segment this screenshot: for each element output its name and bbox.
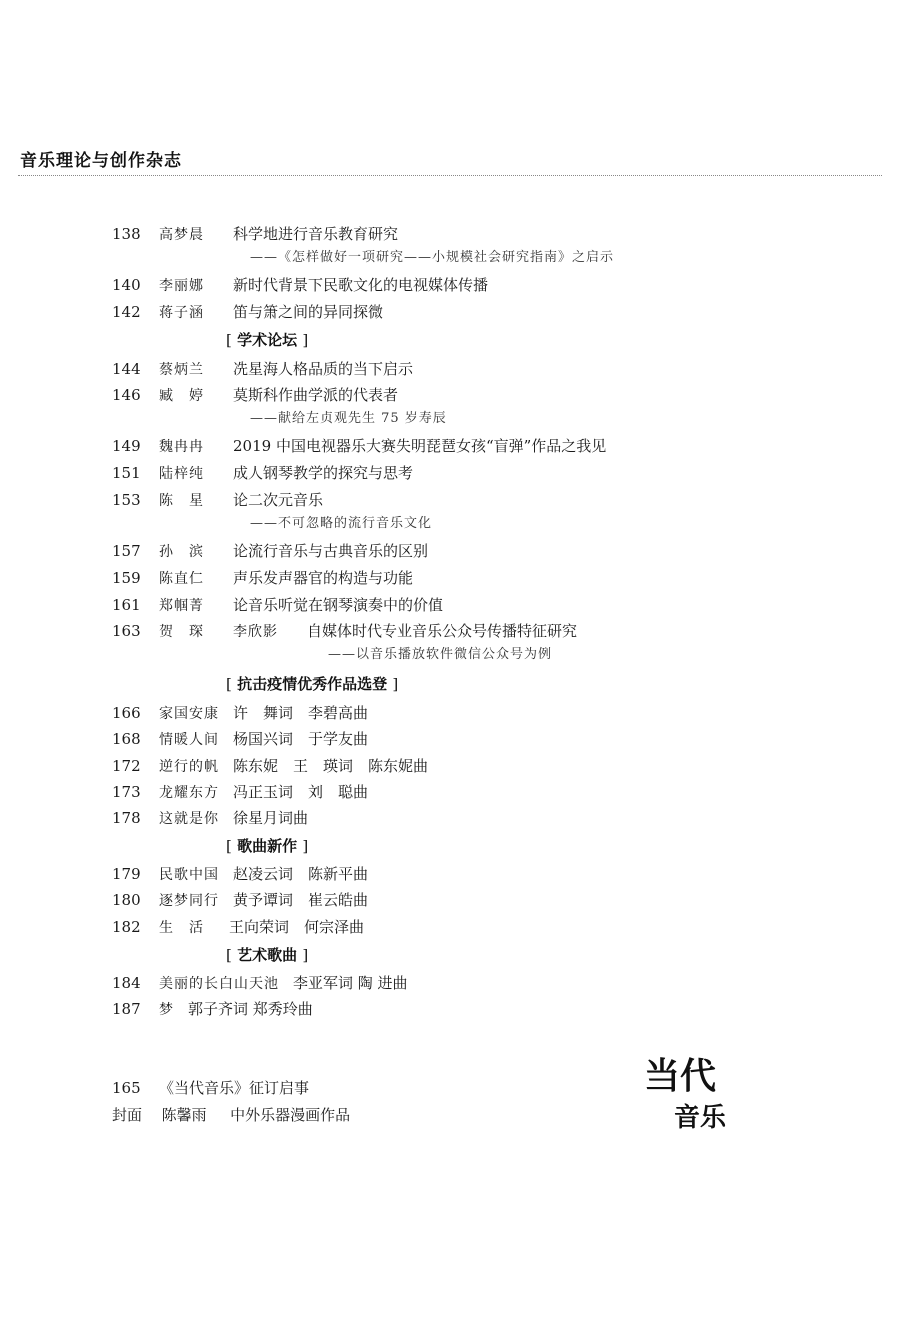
entry-title: 论流行音乐与古典音乐的区别 — [233, 542, 429, 560]
song-title: 逆行的帆 — [159, 759, 219, 775]
toc-entry[interactable] — [112, 489, 323, 511]
logo-line-1: 当代 — [644, 1055, 717, 1097]
section-heading-epidemic: [ 抗击疫情优秀作品选登 ] — [226, 675, 399, 693]
song-page: 187 — [112, 1000, 141, 1018]
entry-title: 论音乐听觉在钢琴演奏中的价值 — [233, 596, 444, 614]
song-page: 179 — [112, 865, 141, 883]
entry-subtitle: ——《怎样做好一项研究——小规模社会研究指南》之启示 — [250, 250, 615, 265]
section-label: 抗击疫情优秀作品选登 — [237, 675, 388, 693]
entry-title: 莫斯科作曲学派的代表者 — [233, 386, 399, 404]
entry-page: 157 — [112, 542, 141, 560]
entry-subtitle: ——以音乐播放软件微信公众号为例 — [328, 647, 553, 662]
song-title: 情暖人间 — [159, 732, 219, 748]
entry-author: 魏冉冉 — [159, 439, 204, 455]
song-title: 民歌中国 — [159, 867, 219, 883]
song-title: 生 活 — [159, 920, 204, 936]
entry-author: 蔡炳兰 — [159, 362, 204, 378]
entry-page: 151 — [112, 464, 141, 482]
entry-author: 陈直仁 — [159, 571, 204, 587]
toc-entry[interactable] — [112, 594, 443, 616]
entry-page: 144 — [112, 360, 141, 378]
song-entry[interactable] — [112, 916, 364, 938]
journal-logo — [640, 1052, 740, 1132]
entry-page: 140 — [112, 276, 141, 294]
entry-author: 陆梓纯 — [159, 466, 204, 482]
song-credits: 黄予谭词 崔云皓曲 — [233, 891, 369, 909]
entry-page: 163 — [112, 622, 141, 640]
entry-author: 孙 滨 — [159, 544, 204, 560]
cover-artist: 陈馨雨 — [161, 1106, 207, 1124]
entry-author: 蒋子涵 — [159, 305, 204, 321]
cover-credit — [112, 1104, 350, 1126]
toc-entry[interactable] — [112, 274, 488, 296]
song-credits: 杨国兴词 于学友曲 — [233, 730, 369, 748]
section-heading-new-songs: [ 歌曲新作 ] — [226, 837, 309, 855]
entry-author: 贺 琛 — [159, 624, 204, 640]
section-label: 学术论坛 — [237, 331, 298, 349]
entry-title: 论二次元音乐 — [233, 491, 324, 509]
song-entry[interactable] — [112, 972, 408, 994]
entry-page: 138 — [112, 225, 141, 243]
notice-text: 《当代音乐》征订启事 — [159, 1079, 310, 1097]
toc-entry[interactable] — [112, 223, 398, 245]
song-page: 173 — [112, 783, 141, 801]
song-page: 180 — [112, 891, 141, 909]
section-label: 歌曲新作 — [237, 837, 298, 855]
toc-entry[interactable] — [112, 384, 398, 406]
song-credits: 陈东妮 王 瑛词 陈东妮曲 — [233, 757, 429, 775]
entry-author: 高梦晨 — [159, 227, 204, 243]
song-credits: 徐星月词曲 — [233, 809, 309, 827]
toc-entry[interactable] — [112, 301, 383, 323]
song-entry[interactable] — [112, 728, 368, 750]
song-credits: 李亚军词 陶 进曲 — [293, 974, 408, 992]
song-page: 184 — [112, 974, 141, 992]
song-credits: 冯正玉词 刘 聪曲 — [233, 783, 369, 801]
song-entry[interactable] — [112, 998, 313, 1020]
entry-page: 161 — [112, 596, 141, 614]
entry-title: 冼星海人格品质的当下启示 — [233, 360, 414, 378]
entry-title: 新时代背景下民歌文化的电视媒体传播 — [233, 276, 489, 294]
song-credits: 王向荣词 何宗泽曲 — [229, 918, 365, 936]
entry-title: 成人钢琴教学的探究与思考 — [233, 464, 414, 482]
song-entry[interactable] — [112, 889, 368, 911]
entry-title: 2019 中国电视器乐大赛失明琵琶女孩“盲弹”作品之我见 — [233, 437, 607, 455]
entry-author: 陈 星 — [159, 493, 204, 509]
song-title: 龙耀东方 — [159, 785, 219, 801]
entry-page: 142 — [112, 303, 141, 321]
song-title: 逐梦同行 — [159, 893, 219, 909]
entry-author: 李丽娜 — [159, 278, 204, 294]
toc-entry[interactable] — [112, 462, 413, 484]
subscription-notice[interactable] — [112, 1077, 309, 1099]
song-page: 172 — [112, 757, 141, 775]
song-title: 梦 — [159, 1002, 174, 1018]
section-label: 艺术歌曲 — [237, 946, 298, 964]
toc-entry[interactable] — [112, 540, 428, 562]
toc-entry[interactable] — [112, 620, 577, 642]
song-credits: 许 舞词 李碧高曲 — [233, 704, 369, 722]
toc-entry[interactable] — [112, 435, 606, 457]
song-page: 166 — [112, 704, 141, 722]
toc-entry[interactable] — [112, 358, 413, 380]
section-heading-academic: [ 学术论坛 ] — [226, 331, 309, 349]
entry-page: 159 — [112, 569, 141, 587]
cover-work: 中外乐器漫画作品 — [230, 1106, 351, 1124]
song-entry[interactable] — [112, 807, 308, 829]
entry-title: 自媒体时代专业音乐公众号传播特征研究 — [307, 622, 578, 640]
song-page: 182 — [112, 918, 141, 936]
logo-line-2: 音乐 — [674, 1103, 727, 1132]
section-heading-art-songs: [ 艺术歌曲 ] — [226, 946, 309, 964]
song-entry[interactable] — [112, 781, 368, 803]
entry-title: 笛与箫之间的异同探微 — [233, 303, 384, 321]
song-page: 168 — [112, 730, 141, 748]
song-title: 美丽的长白山天池 — [159, 976, 279, 992]
entry-page: 149 — [112, 437, 141, 455]
notice-page: 165 — [112, 1079, 141, 1097]
song-title: 这就是你 — [159, 811, 219, 827]
entry-title: 声乐发声器官的构造与功能 — [233, 569, 414, 587]
entry-author: 郑帼菁 — [159, 598, 204, 614]
entry-page: 146 — [112, 386, 141, 404]
song-credits: 赵凌云词 陈新平曲 — [233, 865, 369, 883]
song-entry[interactable] — [112, 755, 428, 777]
journal-title: 音乐理论与创作杂志 — [20, 151, 182, 171]
entry-subtitle: ——献给左贞观先生 75 岁寿辰 — [250, 411, 447, 426]
song-entry[interactable] — [112, 702, 368, 724]
entry-coauthor: 李欣影 — [233, 624, 278, 640]
cover-label: 封面 — [112, 1106, 143, 1124]
entry-subtitle: ——不可忽略的流行音乐文化 — [250, 516, 433, 531]
song-page: 178 — [112, 809, 141, 827]
entry-title: 科学地进行音乐教育研究 — [233, 225, 399, 243]
song-title: 家国安康 — [159, 706, 219, 722]
toc-entry[interactable] — [112, 567, 413, 589]
song-entry[interactable] — [112, 863, 368, 885]
entry-page: 153 — [112, 491, 141, 509]
song-credits: 郭子齐词 郑秀玲曲 — [188, 1000, 313, 1018]
entry-author: 臧 婷 — [159, 388, 204, 404]
